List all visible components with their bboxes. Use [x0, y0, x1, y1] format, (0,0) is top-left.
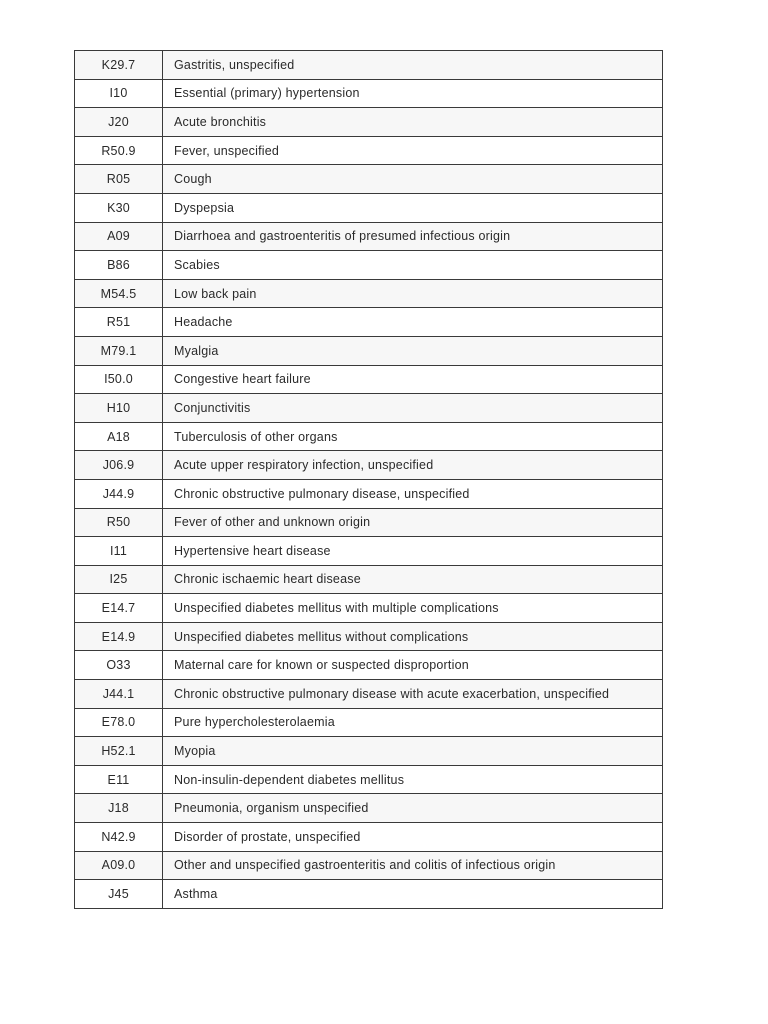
- table-row: [75, 136, 663, 165]
- diagnosis-description-cell: Congestive heart failure: [163, 365, 663, 394]
- table-row: [75, 765, 663, 794]
- table-row: [75, 308, 663, 337]
- diagnosis-description-cell: Chronic obstructive pulmonary disease with acute exacerbation, unspecified: [163, 680, 663, 709]
- icd-code-cell: R05: [75, 165, 163, 194]
- icd-code-cell: R51: [75, 308, 163, 337]
- diagnosis-description-cell: Maternal care for known or suspected disproportion: [163, 651, 663, 680]
- icd-code-cell: E14.7: [75, 594, 163, 623]
- table-row: [75, 880, 663, 909]
- diagnosis-description-cell: Non-insulin-dependent diabetes mellitus: [163, 765, 663, 794]
- icd-code-cell: M79.1: [75, 336, 163, 365]
- table-row: [75, 794, 663, 823]
- icd-code-cell: N42.9: [75, 823, 163, 852]
- table-row: [75, 422, 663, 451]
- table-row: [75, 537, 663, 566]
- table-row: [75, 737, 663, 766]
- diagnosis-description-cell: Chronic ischaemic heart disease: [163, 565, 663, 594]
- diagnosis-description-cell: Hypertensive heart disease: [163, 537, 663, 566]
- icd-code-cell: A09.0: [75, 851, 163, 880]
- table-row: [75, 508, 663, 537]
- icd-code-cell: J20: [75, 108, 163, 137]
- icd-code-cell: E78.0: [75, 708, 163, 737]
- table-row: [75, 622, 663, 651]
- diagnosis-description-cell: Dyspepsia: [163, 193, 663, 222]
- icd-code-cell: H52.1: [75, 737, 163, 766]
- icd-code-cell: K30: [75, 193, 163, 222]
- diagnosis-description-cell: Asthma: [163, 880, 663, 909]
- icd-code-cell: B86: [75, 251, 163, 280]
- table-row: [75, 79, 663, 108]
- table-row: [75, 108, 663, 137]
- icd-code-cell: H10: [75, 394, 163, 423]
- icd-code-cell: O33: [75, 651, 163, 680]
- table-row: [75, 336, 663, 365]
- diagnosis-description-cell: Pure hypercholesterolaemia: [163, 708, 663, 737]
- diagnosis-description-cell: Low back pain: [163, 279, 663, 308]
- table-body: [75, 51, 663, 909]
- icd-code-cell: J18: [75, 794, 163, 823]
- table-row: [75, 651, 663, 680]
- diagnosis-code-table: [74, 50, 663, 909]
- diagnosis-description-cell: Pneumonia, organism unspecified: [163, 794, 663, 823]
- icd-code-cell: A18: [75, 422, 163, 451]
- diagnosis-description-cell: Myopia: [163, 737, 663, 766]
- table-row: [75, 365, 663, 394]
- icd-code-cell: M54.5: [75, 279, 163, 308]
- icd-code-cell: I25: [75, 565, 163, 594]
- table-row: [75, 851, 663, 880]
- icd-code-cell: E14.9: [75, 622, 163, 651]
- diagnosis-description-cell: Conjunctivitis: [163, 394, 663, 423]
- diagnosis-description-cell: Essential (primary) hypertension: [163, 79, 663, 108]
- diagnosis-description-cell: Unspecified diabetes mellitus with multiple complications: [163, 594, 663, 623]
- table-row: [75, 394, 663, 423]
- icd-code-cell: R50: [75, 508, 163, 537]
- table-row: [75, 222, 663, 251]
- diagnosis-description-cell: Acute bronchitis: [163, 108, 663, 137]
- icd-code-cell: I11: [75, 537, 163, 566]
- icd-code-cell: J44.9: [75, 479, 163, 508]
- diagnosis-description-cell: Scabies: [163, 251, 663, 280]
- table-row: [75, 565, 663, 594]
- icd-code-cell: I50.0: [75, 365, 163, 394]
- diagnosis-description-cell: Gastritis, unspecified: [163, 51, 663, 80]
- icd-code-cell: E11: [75, 765, 163, 794]
- table-row: [75, 479, 663, 508]
- icd-code-cell: J06.9: [75, 451, 163, 480]
- diagnosis-description-cell: Tuberculosis of other organs: [163, 422, 663, 451]
- diagnosis-description-cell: Fever of other and unknown origin: [163, 508, 663, 537]
- table-row: [75, 251, 663, 280]
- diagnosis-description-cell: Other and unspecified gastroenteritis and colitis of infectious origin: [163, 851, 663, 880]
- diagnosis-description-cell: Diarrhoea and gastroenteritis of presumed infectious origin: [163, 222, 663, 251]
- diagnosis-description-cell: Acute upper respiratory infection, unspecified: [163, 451, 663, 480]
- table-row: [75, 451, 663, 480]
- table-row: [75, 51, 663, 80]
- icd-code-cell: J45: [75, 880, 163, 909]
- icd-code-cell: J44.1: [75, 680, 163, 709]
- icd-code-cell: K29.7: [75, 51, 163, 80]
- table-row: [75, 193, 663, 222]
- icd-code-cell: I10: [75, 79, 163, 108]
- diagnosis-description-cell: Headache: [163, 308, 663, 337]
- diagnosis-description-cell: Fever, unspecified: [163, 136, 663, 165]
- diagnosis-description-cell: Chronic obstructive pulmonary disease, unspecified: [163, 479, 663, 508]
- icd-code-cell: R50.9: [75, 136, 163, 165]
- table-row: [75, 594, 663, 623]
- table-row: [75, 708, 663, 737]
- table-row: [75, 680, 663, 709]
- table-row: [75, 823, 663, 852]
- diagnosis-description-cell: Cough: [163, 165, 663, 194]
- diagnosis-description-cell: Unspecified diabetes mellitus without complications: [163, 622, 663, 651]
- table-row: [75, 165, 663, 194]
- table-row: [75, 279, 663, 308]
- diagnosis-description-cell: Myalgia: [163, 336, 663, 365]
- diagnosis-description-cell: Disorder of prostate, unspecified: [163, 823, 663, 852]
- icd-code-cell: A09: [75, 222, 163, 251]
